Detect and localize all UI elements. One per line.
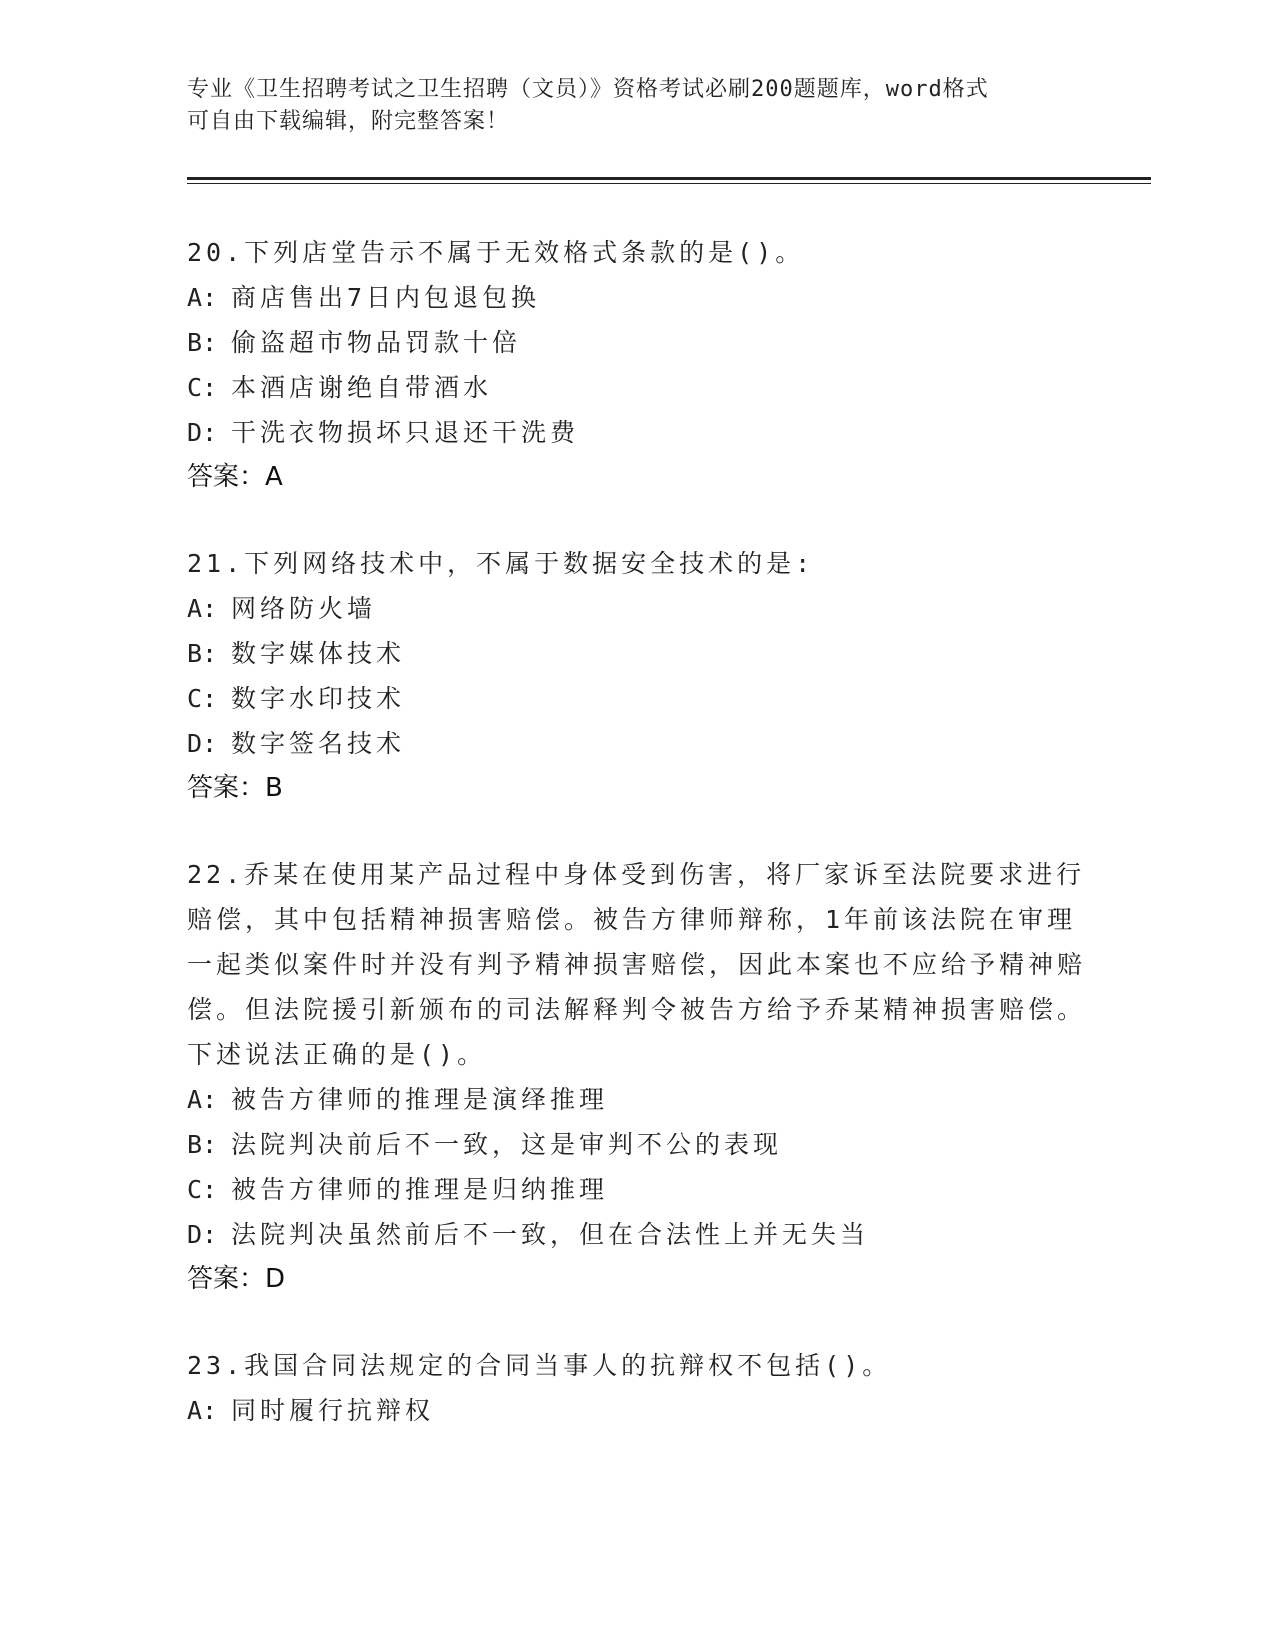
option-text: 商店售出7日内包退包换	[231, 283, 541, 312]
question-stem: 21.下列网络技术中，不属于数据安全技术的是:	[187, 549, 815, 578]
option-a	[187, 1388, 1087, 1433]
option-text: 同时履行抗辩权	[231, 1396, 435, 1425]
option-text: 干洗衣物损坏只退还干洗费	[231, 418, 580, 447]
question-list	[187, 230, 1087, 1474]
option-a	[187, 275, 1087, 320]
question-stem: 20.下列店堂告示不属于无效格式条款的是()。	[187, 238, 805, 267]
option-a	[187, 586, 1087, 631]
option-text: 网络防火墙	[231, 594, 377, 623]
option-text: 偷盗超市物品罚款十倍	[231, 328, 522, 357]
option-letter: C:	[187, 1175, 218, 1204]
option-text: 本酒店谢绝自带酒水	[231, 373, 493, 402]
option-letter: B:	[187, 639, 218, 668]
answer-line: 答案：A	[187, 462, 283, 492]
option-letter: D:	[187, 418, 218, 447]
question-stem: 23.我国合同法规定的合同当事人的抗辩权不包括()。	[187, 1351, 892, 1380]
option-text: 数字签名技术	[231, 729, 406, 758]
option-text: 数字水印技术	[231, 684, 406, 713]
option-text: 被告方律师的推理是归纳推理	[231, 1175, 609, 1204]
header-rule-thin	[187, 183, 1151, 184]
option-letter: C:	[187, 373, 218, 402]
answer-line: 答案：B	[187, 773, 283, 803]
option-letter: C:	[187, 684, 218, 713]
option-b	[187, 631, 1087, 676]
option-letter: A:	[187, 1085, 218, 1114]
option-letter: A:	[187, 283, 218, 312]
question-22	[187, 852, 1087, 1302]
option-letter: D:	[187, 729, 218, 758]
header-line-1: 专业《卫生招聘考试之卫生招聘（文员）》资格考试必刷200题题库，word格式	[187, 77, 989, 102]
option-d	[187, 1212, 1087, 1257]
document-header	[187, 74, 1067, 138]
option-text: 数字媒体技术	[231, 639, 406, 668]
question-20	[187, 230, 1087, 500]
option-text: 法院判决虽然前后不一致，但在合法性上并无失当	[231, 1220, 870, 1249]
option-letter: B:	[187, 1130, 218, 1159]
header-line-2: 可自由下载编辑，附完整答案！	[187, 109, 510, 134]
option-letter: A:	[187, 1396, 218, 1425]
option-letter: B:	[187, 328, 218, 357]
question-stem: 22.乔某在使用某产品过程中身体受到伤害，将厂家诉至法院要求进行赔偿，其中包括精神损害赔偿。被告方律师辩称，1年前该法院在审理一起类似案件时并没有判予精神损害赔偿，因此本案也不应给予精神赔偿。但法院援引新颁布的司法解释判令被告方给予乔某精神损害赔偿。下述说法正确的是()。	[187, 860, 1087, 1069]
header-rule-thick	[187, 177, 1151, 180]
option-c	[187, 365, 1087, 410]
option-a	[187, 1077, 1087, 1122]
option-b	[187, 320, 1087, 365]
option-text: 被告方律师的推理是演绎推理	[231, 1085, 609, 1114]
option-letter: D:	[187, 1220, 218, 1249]
question-23	[187, 1343, 1087, 1433]
option-letter: A:	[187, 594, 218, 623]
option-d	[187, 721, 1087, 766]
option-d	[187, 410, 1087, 455]
answer-line: 答案：D	[187, 1264, 286, 1294]
option-b	[187, 1122, 1087, 1167]
option-c	[187, 676, 1087, 721]
option-c	[187, 1167, 1087, 1212]
option-text: 法院判决前后不一致，这是审判不公的表现	[231, 1130, 783, 1159]
question-21	[187, 541, 1087, 811]
